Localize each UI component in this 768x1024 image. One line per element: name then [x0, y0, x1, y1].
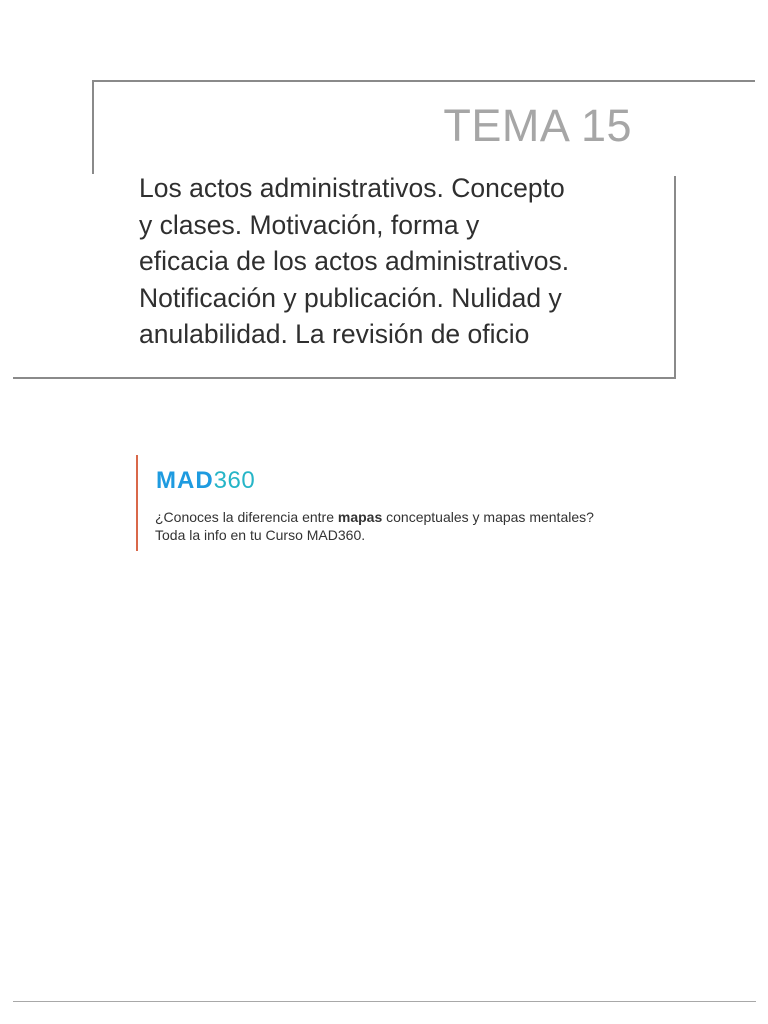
chapter-title	[139, 170, 669, 353]
promo-line-1-start: ¿Conoces la diferencia entre	[155, 509, 338, 525]
chapter-number: TEMA 15	[443, 100, 632, 151]
promo-bold-word: mapas	[337, 509, 383, 525]
promo-line-2: Toda la info en tu Curso MAD360.	[155, 527, 366, 543]
frame-bottom-line	[13, 377, 676, 379]
chapter-title-line: Los actos administrativos. Concepto	[139, 173, 565, 203]
chapter-title-line: y clases. Motivación, forma y	[139, 209, 480, 240]
logo-text: MAD	[156, 467, 214, 494]
frame-left-line	[92, 80, 94, 174]
promo-accent-bar	[136, 455, 138, 551]
mad360-logo	[156, 468, 255, 494]
chapter-title-line: eficacia de los actos administrativos.	[139, 246, 570, 276]
promo-line-1-end: conceptuales y mapas mentales?	[382, 509, 594, 525]
chapter-title-line: anulabilidad. La revisión de oficio	[139, 319, 530, 349]
frame-right-line	[674, 176, 676, 379]
frame-top-line	[92, 80, 755, 82]
chapter-title-line: Notificación y publicación. Nulidad y	[139, 282, 562, 313]
logo-number: 360	[213, 467, 256, 494]
promo-line-1	[155, 508, 655, 526]
promo-text	[155, 508, 655, 544]
footer-line	[13, 1001, 756, 1002]
